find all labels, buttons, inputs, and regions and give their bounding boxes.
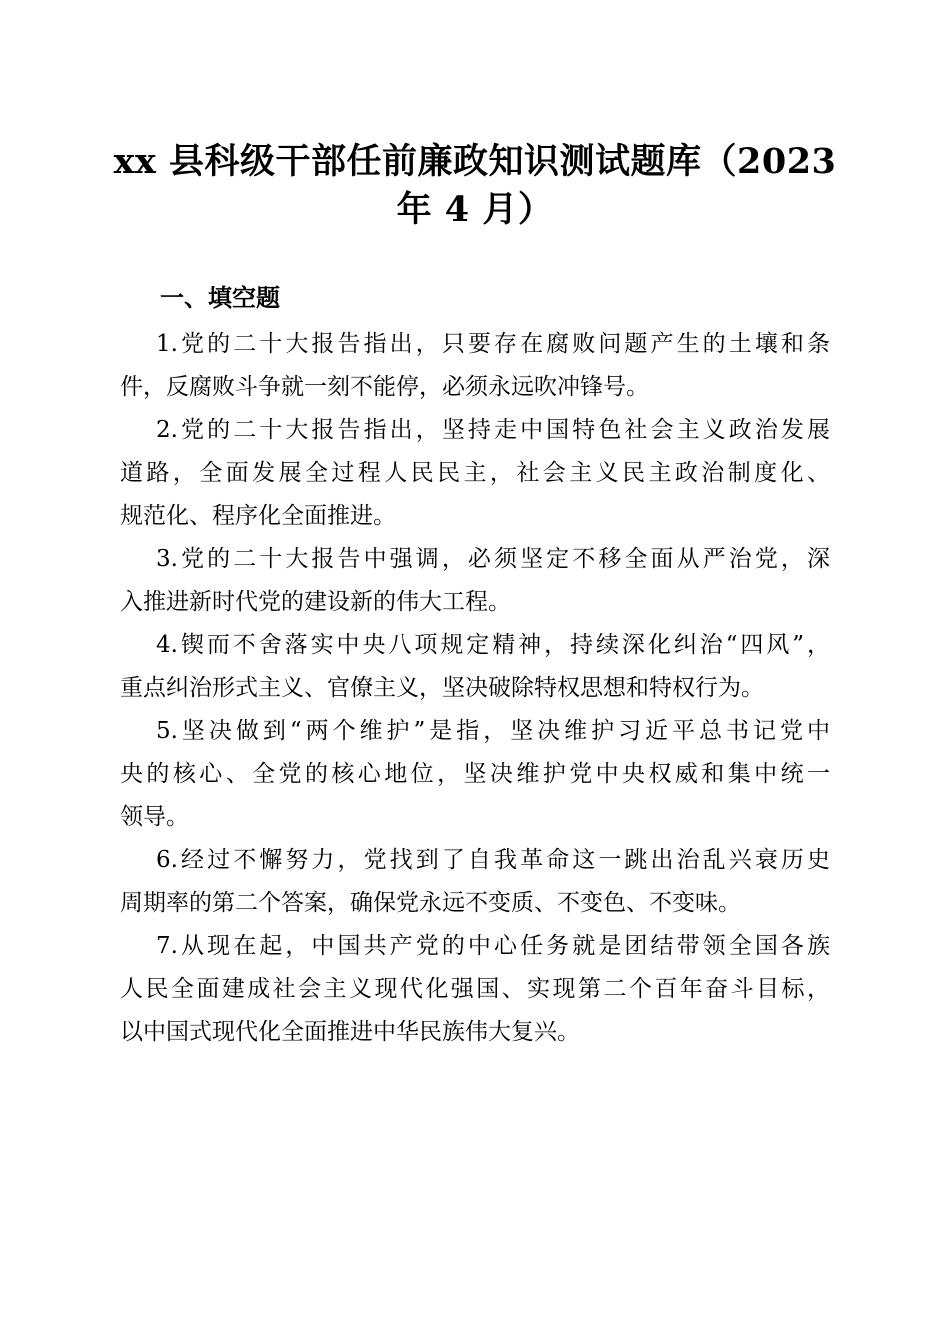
- question-list: [120, 323, 830, 1054]
- text-line: 件，反腐败斗争就一刻不能停，必须永远吹冲锋号。: [120, 374, 649, 400]
- question-item: [120, 839, 830, 925]
- text-line: 6.经过不懈努力，党找到了自我革命这一跳出治乱兴衰历史: [156, 847, 830, 873]
- text-line: 5.坚决做到“两个维护”是指，坚决维护习近平总书记党中: [156, 718, 830, 744]
- title-line: 年 4 月）: [396, 189, 554, 230]
- text-line: 以中国式现代化全面推进中华民族伟大复兴。: [120, 1019, 580, 1045]
- title-line: xx 县科级干部任前廉政知识测试题库（2023: [113, 141, 837, 182]
- question-item: [120, 323, 830, 409]
- text-line: 4.锲而不舍落实中央八项规定精神，持续深化纠治“四风”，: [156, 632, 830, 658]
- question-item: [120, 409, 830, 538]
- text-line: 重点纠治形式主义、官僚主义，坚决破除特权思想和特权行为。: [120, 675, 764, 701]
- question-item: [120, 710, 830, 839]
- text-line: 入推进新时代党的建设新的伟大工程。: [120, 589, 511, 615]
- document-title: [110, 138, 840, 234]
- section-heading: 一、填空题: [160, 284, 280, 312]
- text-line: 2.党的二十大报告指出，坚持走中国特色社会主义政治发展: [156, 417, 830, 443]
- question-item: [120, 925, 830, 1054]
- question-item: [120, 624, 830, 710]
- text-line: 1.党的二十大报告指出，只要存在腐败问题产生的土壤和条: [156, 331, 830, 357]
- question-item: [120, 538, 830, 624]
- text-line: 道路，全面发展全过程人民民主，社会主义民主政治制度化、: [120, 460, 830, 486]
- text-line: 周期率的第二个答案，确保党永远不变质、不变色、不变味。: [120, 890, 741, 916]
- text-line: 7.从现在起，中国共产党的中心任务就是团结带领全国各族: [156, 933, 830, 959]
- text-line: 领导。: [120, 804, 189, 830]
- text-line: 央的核心、全党的核心地位，坚决维护党中央权威和集中统一: [120, 761, 830, 787]
- text-line: 规范化、程序化全面推进。: [120, 503, 396, 529]
- text-line: 人民全面建成社会主义现代化强国、实现第二个百年奋斗目标，: [120, 976, 830, 1002]
- text-line: 3.党的二十大报告中强调，必须坚定不移全面从严治党，深: [156, 546, 830, 572]
